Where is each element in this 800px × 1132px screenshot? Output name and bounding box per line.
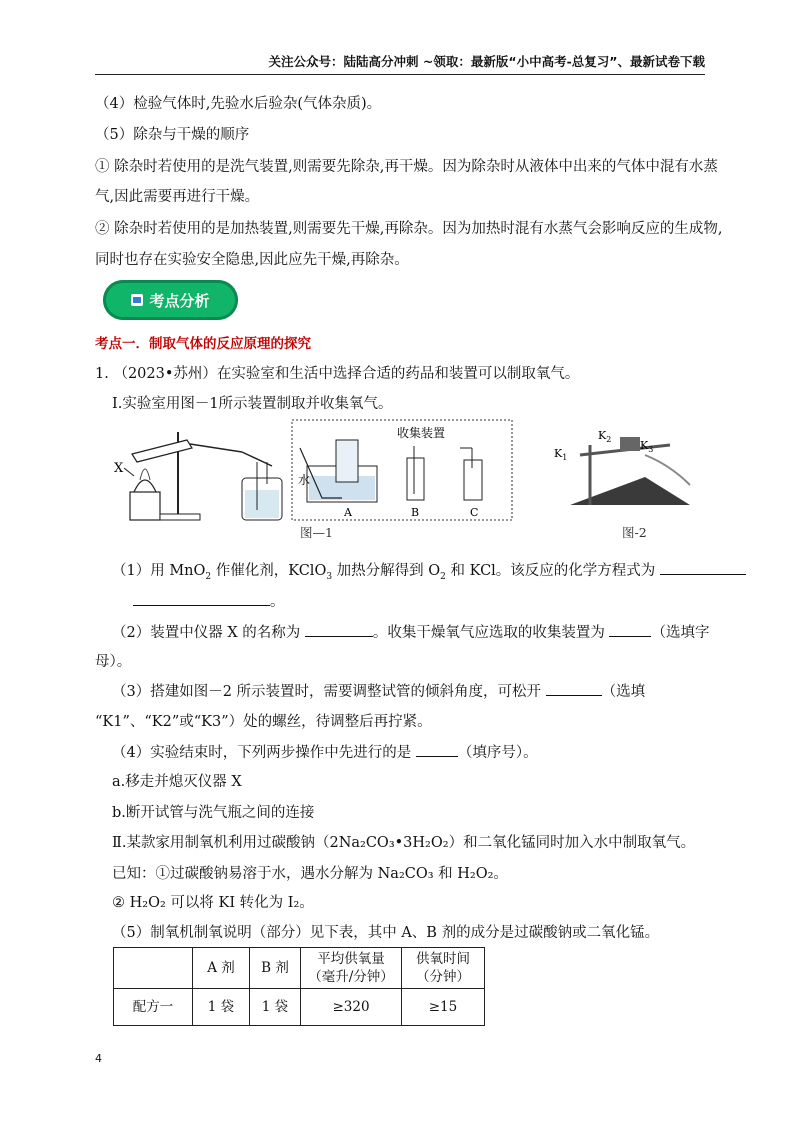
table-header-row (114, 948, 485, 989)
collect-label: 收集装置 (397, 426, 446, 440)
option-a-label: A (344, 506, 352, 519)
text-line: ① 除杂时若使用的是洗气装置,则需要先除杂,再干燥。因为除杂时从液体中出来的气体中混有水蒸 (95, 159, 718, 175)
option-4a: a.移走并熄灭仪器 X (112, 774, 242, 790)
figure-1-caption: 图—1 (300, 525, 333, 540)
answer-blank[interactable] (305, 622, 373, 637)
answer-blank[interactable] (609, 622, 651, 637)
table-cell: ≥15 (402, 989, 485, 1026)
section-badge: 考点分析 (103, 280, 238, 320)
option-4b: b.断开试管与洗气瓶之间的连接 (112, 805, 315, 821)
sub-question-4: （4）实验结束时，下列两步操作中先进行的是 （填序号）。 (112, 742, 538, 764)
k3-label: $K_3$ (640, 439, 654, 454)
text-line: 同时也存在实验安全隐患,因此应先干燥,再除杂。 (95, 252, 409, 268)
page-header: 关注公众号：陆陆高分冲刺 ~领取：最新版“小中高考-总复习”、最新试卷下载 (95, 52, 705, 75)
sub-question-2: （2）装置中仪器 X 的名称为 。收集干燥氧气应选取的收集装置为 （选填字 (112, 622, 709, 644)
x-label: X (114, 461, 124, 476)
part-one-intro: Ⅰ.实验室用图－1所示装置制取并收集氧气。 (112, 396, 393, 412)
sub-question-2-cont: 母）。 (95, 654, 132, 670)
table-header-cell: 供氧时间 （分钟） (402, 948, 485, 989)
text-line: 气,因此需要再进行干燥。 (95, 189, 260, 205)
sub-question-1-cont: 。 (133, 591, 285, 613)
sub-question-5: （5）制氧机制氧说明（部分）见下表，其中 A、B 剂的成分是过碳酸钠或二氧化锰。 (112, 925, 660, 941)
option-b-label: B (411, 506, 420, 519)
answer-blank[interactable] (133, 591, 270, 606)
text-line: （5）除杂与干燥的顺序 (95, 127, 250, 143)
water-label: 水 (298, 473, 311, 487)
k2-label: $K_2$ (598, 429, 612, 444)
sub-question-3-cont: “K1”、“K2”或“K3”）处的螺丝，待调整后再拧紧。 (95, 714, 432, 730)
table-cell: 配方一 (114, 989, 193, 1026)
figure-2-caption: 图-2 (622, 525, 647, 540)
table-cell: 1 袋 (193, 989, 250, 1026)
known-2: ② H₂O₂ 可以将 KI 转化为 I₂。 (112, 895, 314, 911)
k1-label: $K_1$ (554, 447, 568, 462)
table-cell: 1 袋 (250, 989, 301, 1026)
answer-blank[interactable] (546, 681, 602, 696)
sub-question-1: （1）用 MnO$_2$ 作催化剂，KClO$_3$ 加热分解得到 $O_2$ 和 KCl。该反应的化学方程式为 (112, 560, 746, 588)
figure-2 (550, 425, 710, 510)
sub-question-3: （3）搭建如图－2 所示装置时，需要调整试管的倾斜角度，可松开 （选填 (112, 681, 645, 703)
table-header-cell (114, 948, 193, 989)
answer-blank[interactable] (660, 560, 746, 575)
text-line: ② 除杂时若使用的是加热装置,则需要先干燥,再除杂。因为加热时混有水蒸气会影响反应的生成物, (95, 221, 723, 237)
part-two-intro: Ⅱ.某款家用制氧机利用过碳酸钠（2Na₂CO₃•3H₂O₂）和二氧化锰同时加入水中制取氧气。 (112, 835, 696, 851)
table-header-cell: 平均供氧量 （毫升/分钟） (301, 948, 402, 989)
question-stem: 1. （2023•苏州）在实验室和生活中选择合适的药品和装置可以制取氧气。 (95, 366, 580, 382)
table-row (114, 989, 485, 1026)
table-cell: ≥320 (301, 989, 402, 1026)
text-line: （4）检验气体时,先验水后验杂(气体杂质)。 (95, 96, 382, 112)
page-number: 4 (95, 1052, 102, 1065)
answer-blank[interactable] (416, 742, 458, 757)
document-icon (131, 294, 143, 306)
table-header-cell: B 剂 (250, 948, 301, 989)
oxygen-table (113, 947, 485, 1026)
option-c-label: C (470, 506, 479, 519)
table-header-cell: A 剂 (193, 948, 250, 989)
known-1: 已知：①过碳酸钠易溶于水，遇水分解为 Na₂CO₃ 和 H₂O₂。 (112, 866, 508, 882)
section-title: 考点一．制取气体的反应原理的探究 (95, 336, 311, 352)
